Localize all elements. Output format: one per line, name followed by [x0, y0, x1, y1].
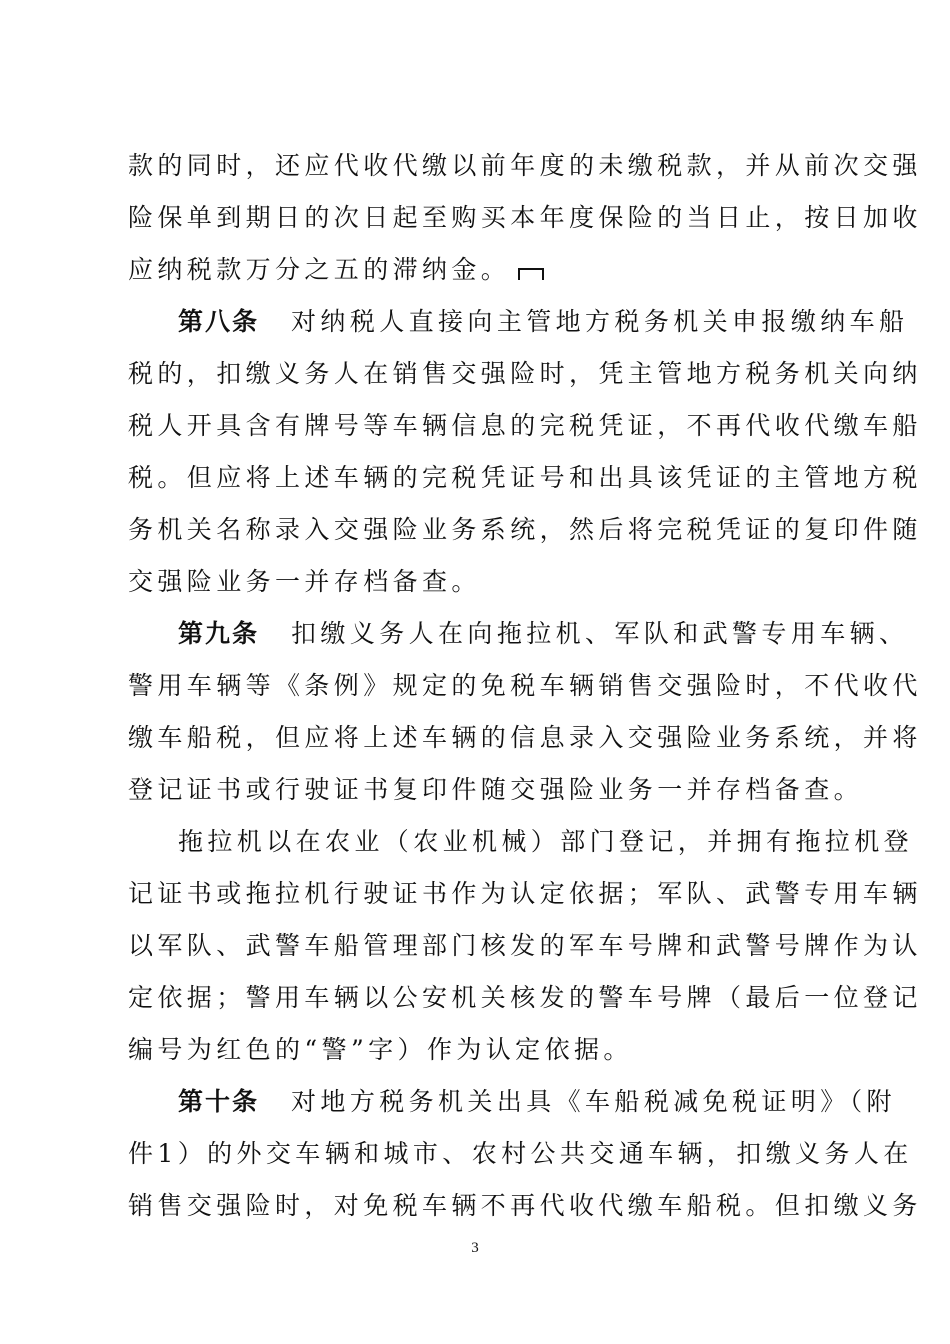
text-line: 交强险业务一并存档备查。 — [128, 567, 481, 596]
text-line: 记证书或拖拉机行驶证书作为认定依据；军队、武警专用车辆 — [128, 879, 922, 908]
text-line: 件1）的外交车辆和城市、农村公共交通车辆，扣缴义务人在 — [128, 1139, 913, 1168]
text-line: 登记证书或行驶证书复印件随交强险业务一并存档备查。 — [128, 775, 864, 804]
text-line: 缴车船税，但应将上述车辆的信息录入交强险业务系统，并将 — [128, 723, 922, 752]
text-line: 税的，扣缴义务人在销售交强险时，凭主管地方税务机关向纳 — [128, 359, 922, 388]
paragraph-first-line: 拖拉机以在农业（农业机械）部门登记，并拥有拖拉机登 — [178, 827, 914, 856]
text-line: 警用车辆等《条例》规定的免税车辆销售交强险时，不代收代 — [128, 671, 922, 700]
article-10-label: 第十条 — [178, 1087, 260, 1116]
article-9-heading-line: 第九条 扣缴义务人在向拖拉机、军队和武警专用车辆、 — [178, 619, 909, 648]
text-line: 险保单到期日的次日起至购买本年度保险的当日止，按日加收 — [128, 203, 922, 232]
text-line: 税人开具含有牌号等车辆信息的完税凭证，不再代收代缴车船 — [128, 411, 922, 440]
text-line: 务机关名称录入交强险业务系统，然后将完税凭证的复印件随 — [128, 515, 922, 544]
article-10-heading-line: 第十条 对地方税务机关出具《车船税减免税证明》（附 — [178, 1087, 896, 1116]
text-line: 以军队、武警车船管理部门核发的军车号牌和武警号牌作为认 — [128, 931, 922, 960]
text-line: 销售交强险时，对免税车辆不再代收代缴车船税。但扣缴义务 — [128, 1191, 922, 1220]
article-8-label: 第八条 — [178, 307, 260, 336]
page-number: 3 — [471, 1240, 479, 1256]
text-line: 定依据；警用车辆以公安机关核发的警车号牌（最后一位登记 — [128, 983, 922, 1012]
text-line: 款的同时，还应代收代缴以前年度的未缴税款，并从前次交强 — [128, 151, 922, 180]
article-8-heading-line: 第八条 对纳税人直接向主管地方税务机关申报缴纳车船 — [178, 307, 909, 336]
edit-mark-icon — [518, 268, 544, 280]
article-9-label: 第九条 — [178, 619, 260, 648]
text-line: 税。但应将上述车辆的完税凭证号和出具该凭证的主管地方税 — [128, 463, 922, 492]
text-line: 编号为红色的“警”字）作为认定依据。 — [128, 1035, 633, 1064]
text-line: 应纳税款万分之五的滞纳金。 — [128, 245, 828, 295]
